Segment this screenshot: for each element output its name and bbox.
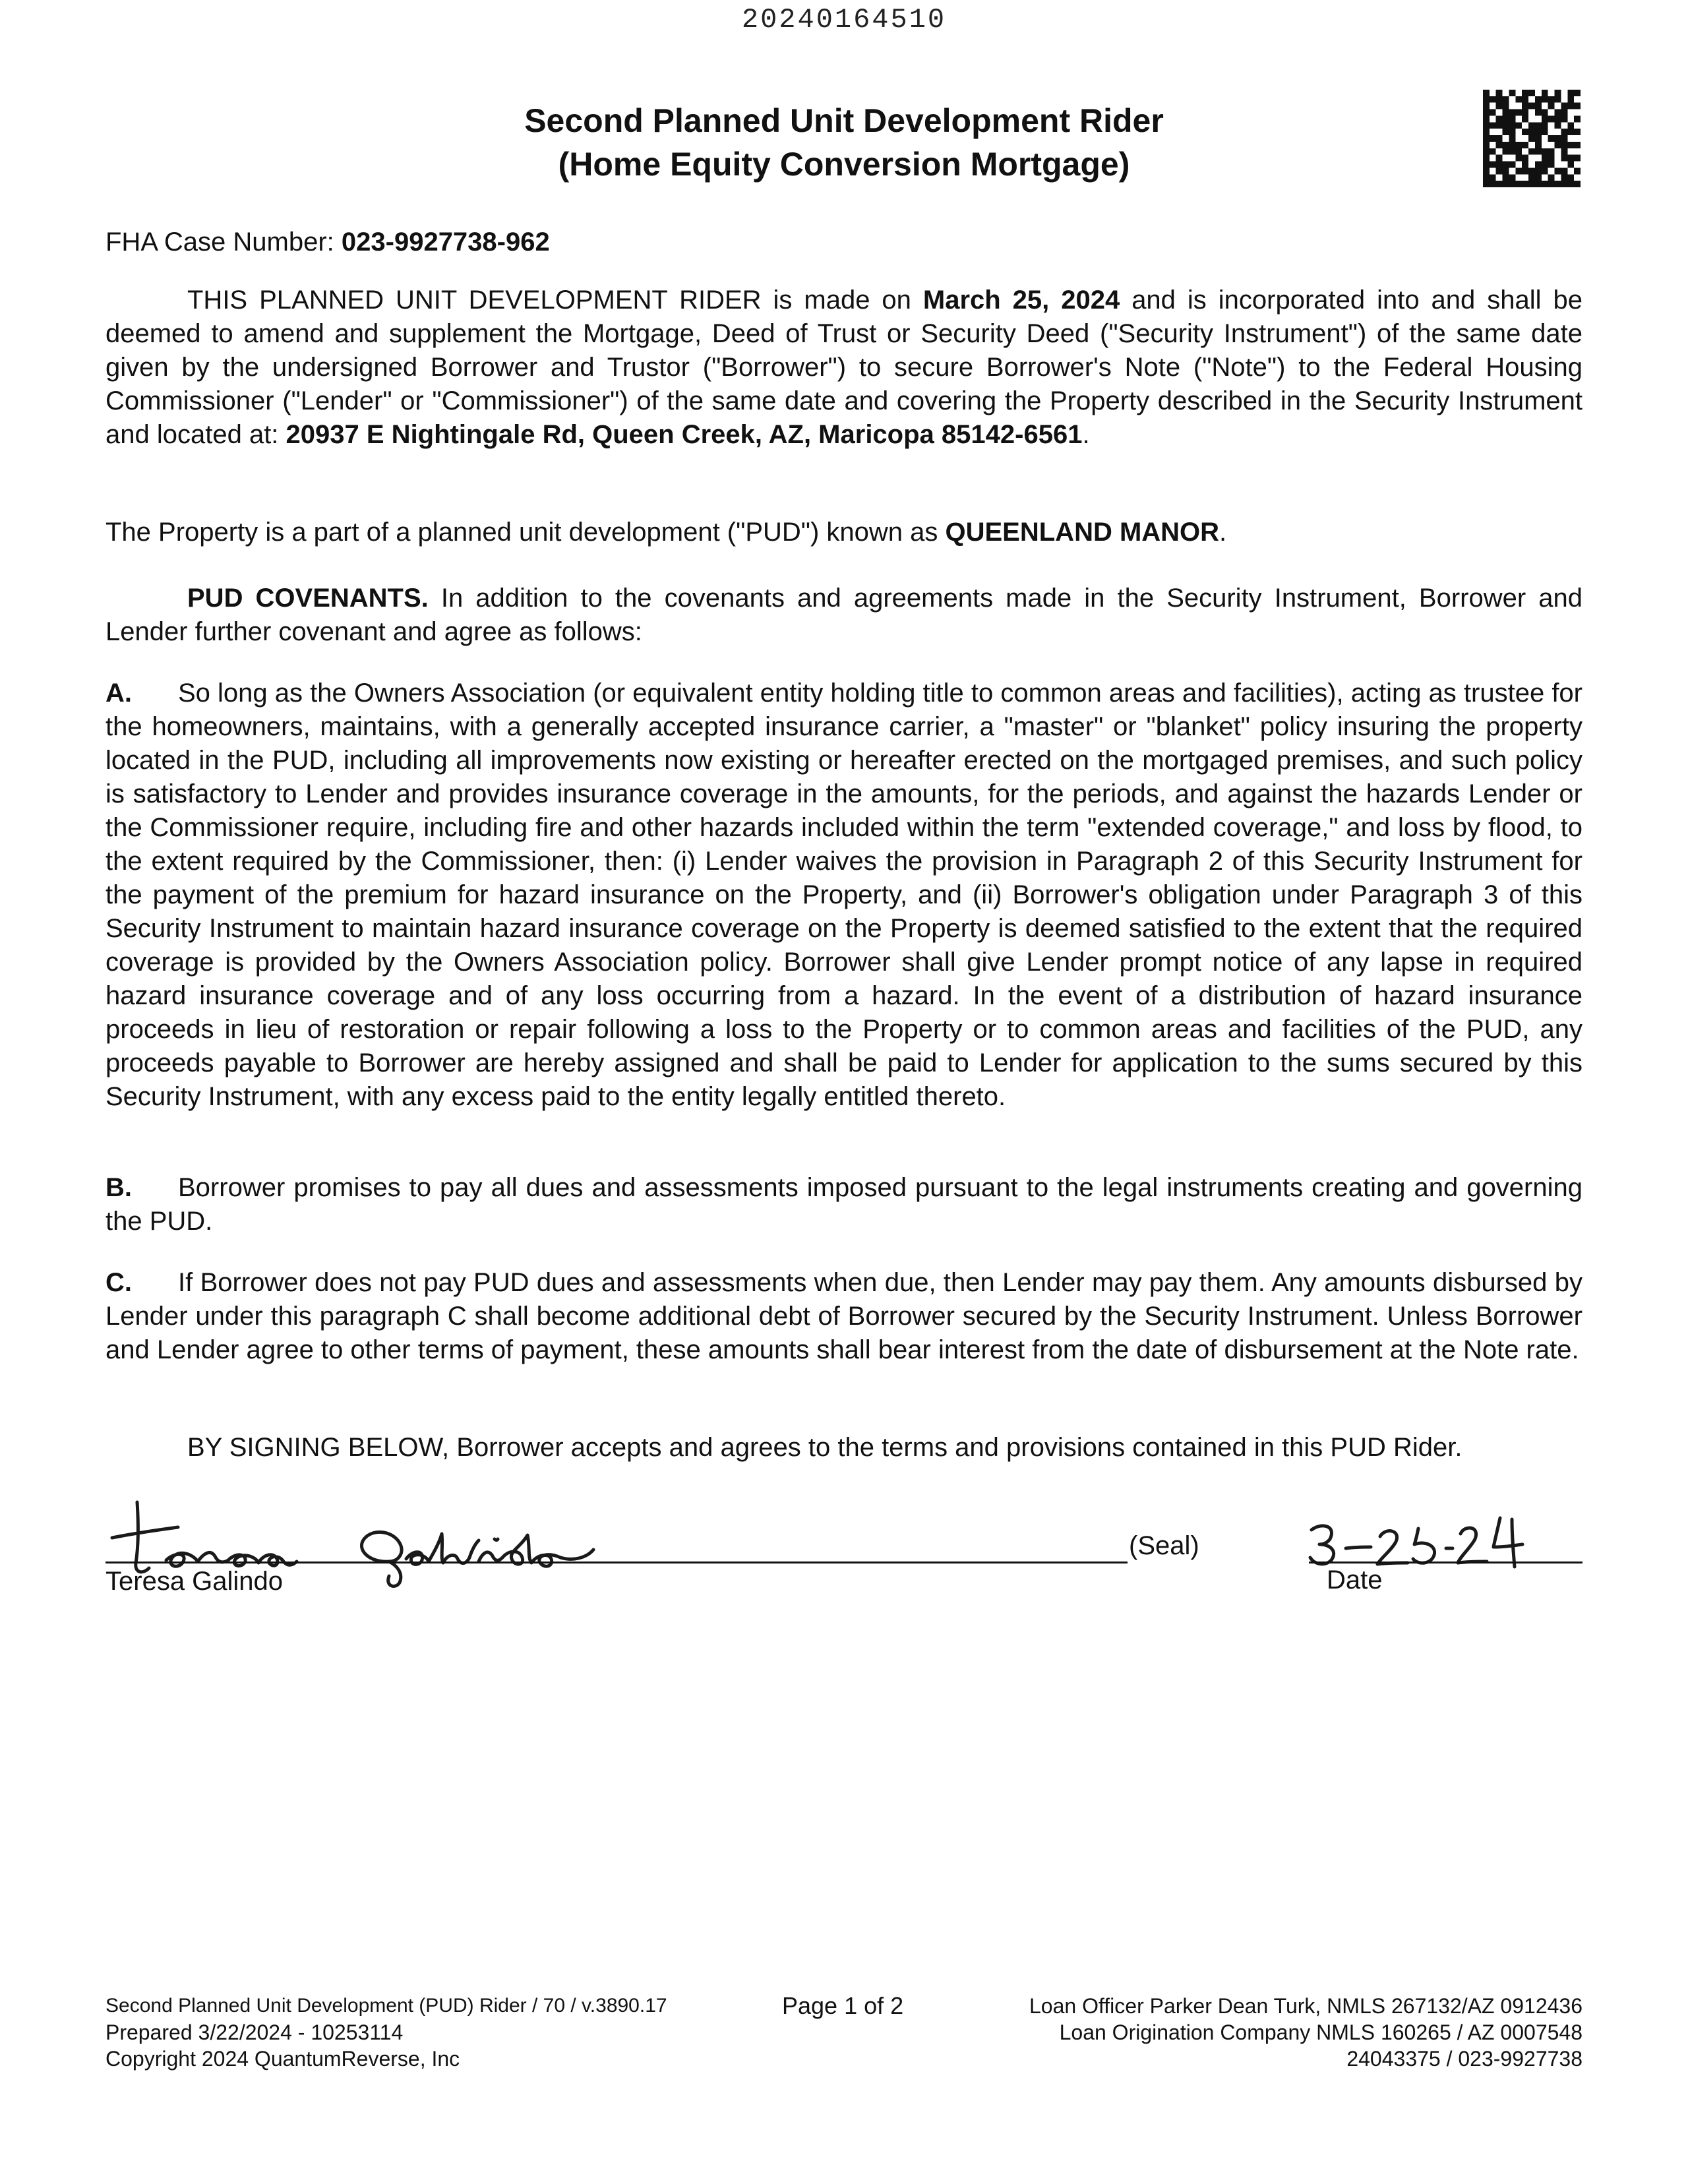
fha-case-number bbox=[106, 226, 1582, 259]
intro-text-1: THIS PLANNED UNIT DEVELOPMENT RIDER is made on bbox=[187, 286, 923, 315]
paragraph-letter: B. bbox=[106, 1173, 132, 1202]
paragraph-c bbox=[106, 1266, 1582, 1367]
footer-loan-company: Loan Origination Company NMLS 160265 / AZ 0007548 bbox=[1059, 2020, 1582, 2044]
footer-right bbox=[1029, 1993, 1582, 2072]
footer-loan-officer: Loan Officer Parker Dean Turk, NMLS 267132/AZ 0912436 bbox=[1029, 1994, 1582, 2018]
date-label: Date bbox=[1327, 1565, 1383, 1594]
intro-text-2: and is incorporated into and shall be deemed to amend and supplement the Mortgage, Deed of Trust or Security Deed ("Security Instrument") of the same date given by the undersigned Borrower and Trustor ("Borrower") to secure Borrower's Note ("Note") to the Federal Housing Commissioner ("Lender" or "Commissioner") of the same date and covering the Property described in the Security Instrument and located at: bbox=[106, 286, 1582, 449]
footer-prepared: Prepared 3/22/2024 - 10253114 bbox=[106, 2020, 404, 2044]
title-line-2: (Home Equity Conversion Mortgage) bbox=[558, 146, 1130, 183]
paragraph-a bbox=[106, 677, 1582, 1114]
pud-text-2: . bbox=[1219, 518, 1227, 547]
paragraph-text: If Borrower does not pay PUD dues and assessments when due, then Lender may pay them. Any amounts disbursed by Lender under this paragraph C shall become additional debt of Borrower secured by the Security Instrument. Unless Borrower and Lender agree to other terms of payment, these amounts shall bear interest from the date of disbursement at the Note rate. bbox=[106, 1268, 1582, 1364]
borrower-name: Teresa Galindo bbox=[106, 1567, 284, 1596]
paragraph-b bbox=[106, 1171, 1582, 1238]
date-line bbox=[1309, 1562, 1582, 1563]
paragraph-letter: A. bbox=[106, 679, 132, 708]
document-title bbox=[0, 99, 1688, 186]
footer-form-id: Second Planned Unit Development (PUD) Rider / 70 / v.3890.17 bbox=[106, 1995, 667, 2017]
pud-covenants-paragraph bbox=[106, 582, 1582, 649]
fha-label: FHA Case Number: bbox=[106, 228, 342, 257]
footer-left bbox=[106, 1993, 667, 2072]
page-number: Page 1 of 2 bbox=[782, 1992, 904, 2019]
pud-statement bbox=[106, 516, 1582, 549]
footer-copyright: Copyright 2024 QuantumReverse, Inc bbox=[106, 2047, 460, 2071]
property-address: 20937 E Nightingale Rd, Queen Creek, AZ, Maricopa 85142-6561 bbox=[286, 420, 1083, 449]
intro-paragraph bbox=[106, 284, 1582, 452]
paragraph-letter: C. bbox=[106, 1268, 132, 1297]
covenants-heading: PUD COVENANTS. bbox=[187, 584, 429, 613]
intro-text-3: . bbox=[1082, 420, 1090, 449]
seal-label: (Seal) bbox=[1129, 1531, 1199, 1560]
datamatrix-code bbox=[1482, 90, 1581, 187]
pud-text-1: The Property is a part of a planned unit development ("PUD") known as bbox=[106, 518, 946, 547]
handwritten-date bbox=[1302, 1510, 1526, 1569]
paragraph-text: Borrower promises to pay all dues and assessments imposed pursuant to the legal instruments creating and governing the PUD. bbox=[106, 1173, 1582, 1236]
pud-name: QUEENLAND MANOR bbox=[945, 518, 1220, 547]
signing-statement: BY SIGNING BELOW, Borrower accepts and agrees to the terms and provisions contained in this PUD Rider. bbox=[187, 1433, 1462, 1462]
footer-loan-numbers: 24043375 / 023-9927738 bbox=[1346, 2047, 1582, 2071]
rider-date: March 25, 2024 bbox=[922, 286, 1120, 315]
covenants-text: In addition to the covenants and agreements made in the Security Instrument, Borrower and Lender further covenant and agree as follows: bbox=[106, 584, 1582, 646]
signature-line bbox=[106, 1562, 1128, 1563]
title-line-1: Second Planned Unit Development Rider bbox=[524, 102, 1164, 139]
fha-number: 023-9927738-962 bbox=[341, 228, 550, 257]
paragraph-text: So long as the Owners Association (or equivalent entity holding title to common areas and facilities), acting as trustee for the homeowners, maintains, with a generally accepted insurance carrier, a "master" or "blanket" policy insuring the property located in the PUD, including all improvements now existing or hereafter erected on the mortgaged premises, and such policy is satisfactory to Lender and provides insurance coverage in the amounts, for the periods, and against the hazards Lender or the Commissioner require, including fire and other hazards included within the term "extended coverage," and loss by flood, to the extent required by the Commissioner, then: (i) Lender waives the provision in Paragraph 2 of this Security Instrument for the payment of the premium for hazard insurance on the Property, and (ii) Borrower's obligation under Paragraph 3 of this Security Instrument to maintain hazard insurance coverage on the Property is deemed satisfied to the extent that the required coverage is provided by the Owners Association policy. Borrower shall give Lender prompt notice of any lapse in required hazard insurance coverage and of any loss occurring from a hazard. In the event of a distribution of hazard insurance proceeds in lieu of restoration or repair following a loss to the Property or to common areas and facilities of the PUD, any proceeds payable to Borrower are hereby assigned and shall be paid to Lender for application to the sums secured by this Security Instrument, with any excess paid to the entity legally entitled thereto. bbox=[106, 679, 1582, 1111]
recording-number: 20240164510 bbox=[741, 4, 947, 36]
